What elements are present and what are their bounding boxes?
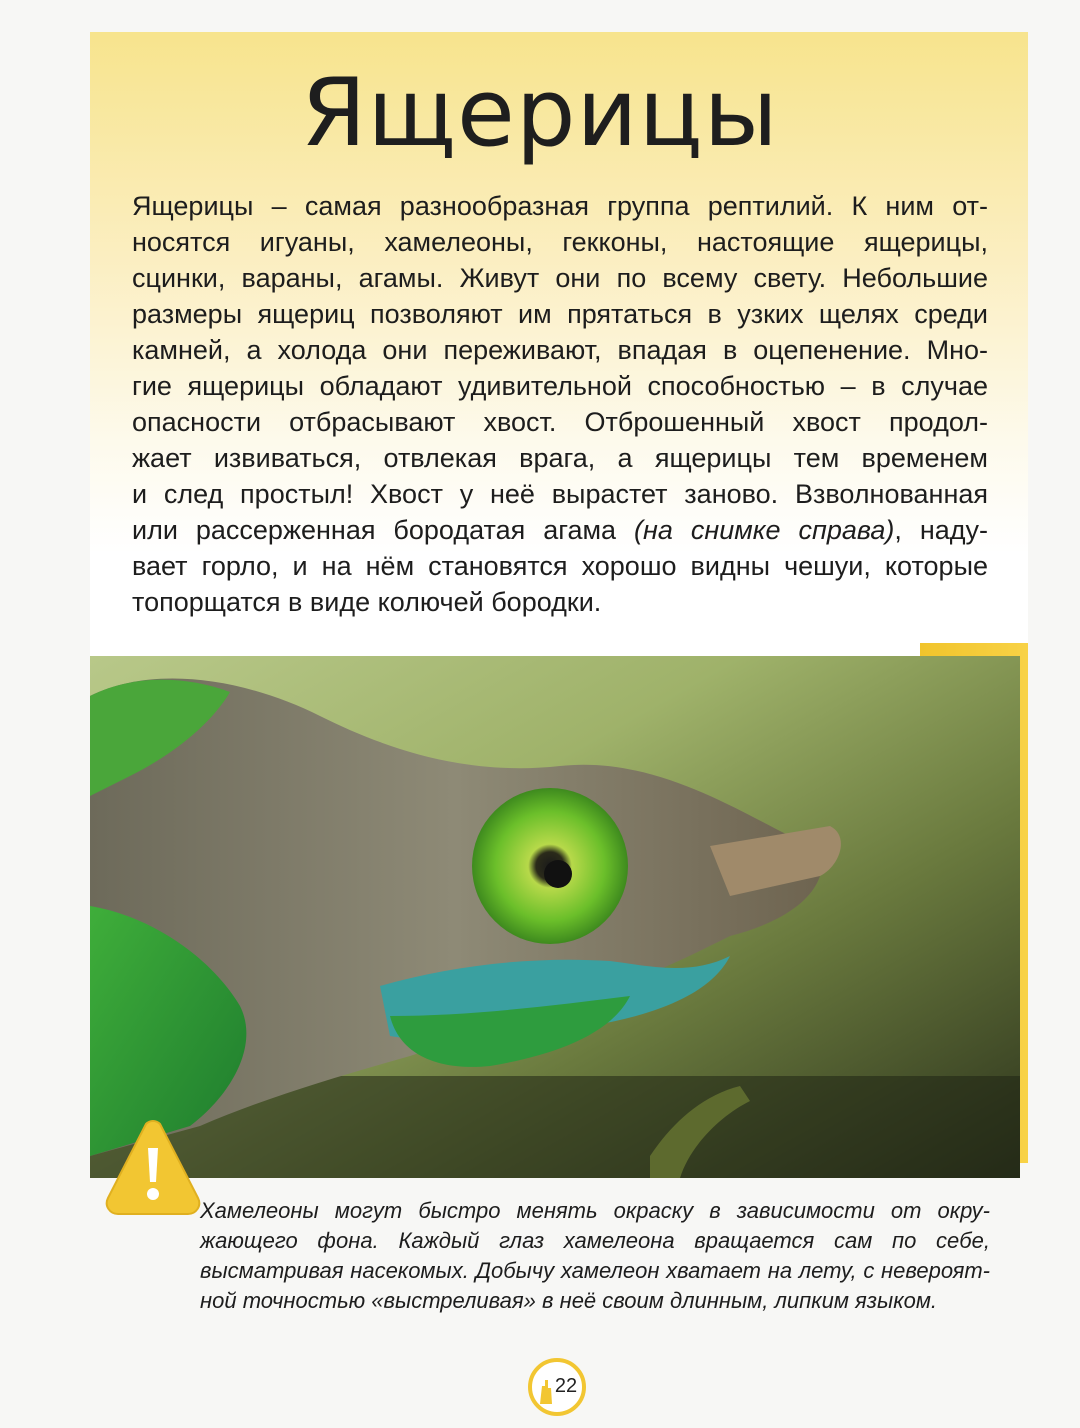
caption-line: ной точностью «выстреливая» в неё своим длинным, липким языком. bbox=[200, 1288, 938, 1313]
body-line: носятся игуаны, хамелеоны, гекконы, настоящие ящерицы, bbox=[132, 227, 988, 257]
body-line: и след простыл! Хвост у неё вырастет заново. Взволнованная bbox=[132, 479, 988, 509]
photo-reference-note: (на снимке справа) bbox=[634, 515, 895, 545]
body-line-with-italic bbox=[132, 512, 988, 548]
body-line: камней, а холода они переживают, впадая в оцепенение. Мно- bbox=[132, 335, 988, 365]
caption-line: высматривая насекомых. Добычу хамелеон хватает на лету, с невероят- bbox=[200, 1258, 990, 1283]
body-line: опасности отбрасывают хвост. Отброшенный хвост продол- bbox=[132, 407, 988, 437]
caption-line: жающего фона. Каждый глаз хамелеона вращается сам по себе, bbox=[200, 1228, 990, 1253]
body-paragraph bbox=[132, 188, 988, 620]
page-title: Ящерицы bbox=[301, 59, 779, 168]
page-number: 22 bbox=[554, 1375, 578, 1397]
body-text-segment: или рассерженная бородатая агама bbox=[132, 515, 635, 545]
body-text-segment: , наду- bbox=[894, 515, 989, 545]
body-line: размеры ящериц позволяют им прятаться в узких щелях среди bbox=[132, 299, 988, 329]
photo-caption bbox=[200, 1196, 990, 1316]
body-line: Ящерицы – самая разнообразная группа рептилий. К ним от- bbox=[132, 191, 988, 221]
body-line: сцинки, вараны, агамы. Живут они по всему свету. Небольшие bbox=[132, 263, 988, 293]
body-line: вает горло, и на нём становятся хорошо видны чешуи, которые bbox=[132, 551, 988, 581]
body-line: топорщатся в виде колючей бородки. bbox=[132, 587, 602, 617]
body-line: жает извиваться, отвлекая врага, а ящерицы тем временем bbox=[132, 443, 988, 473]
page-number-badge bbox=[528, 1358, 586, 1416]
body-line: гие ящерицы обладают удивительной способностью – в случае bbox=[132, 371, 988, 401]
chameleon-photo bbox=[90, 656, 1020, 1178]
warning-triangle-icon bbox=[98, 1118, 208, 1228]
caption-line: Хамелеоны могут быстро менять окраску в зависимости от окру- bbox=[200, 1198, 990, 1223]
